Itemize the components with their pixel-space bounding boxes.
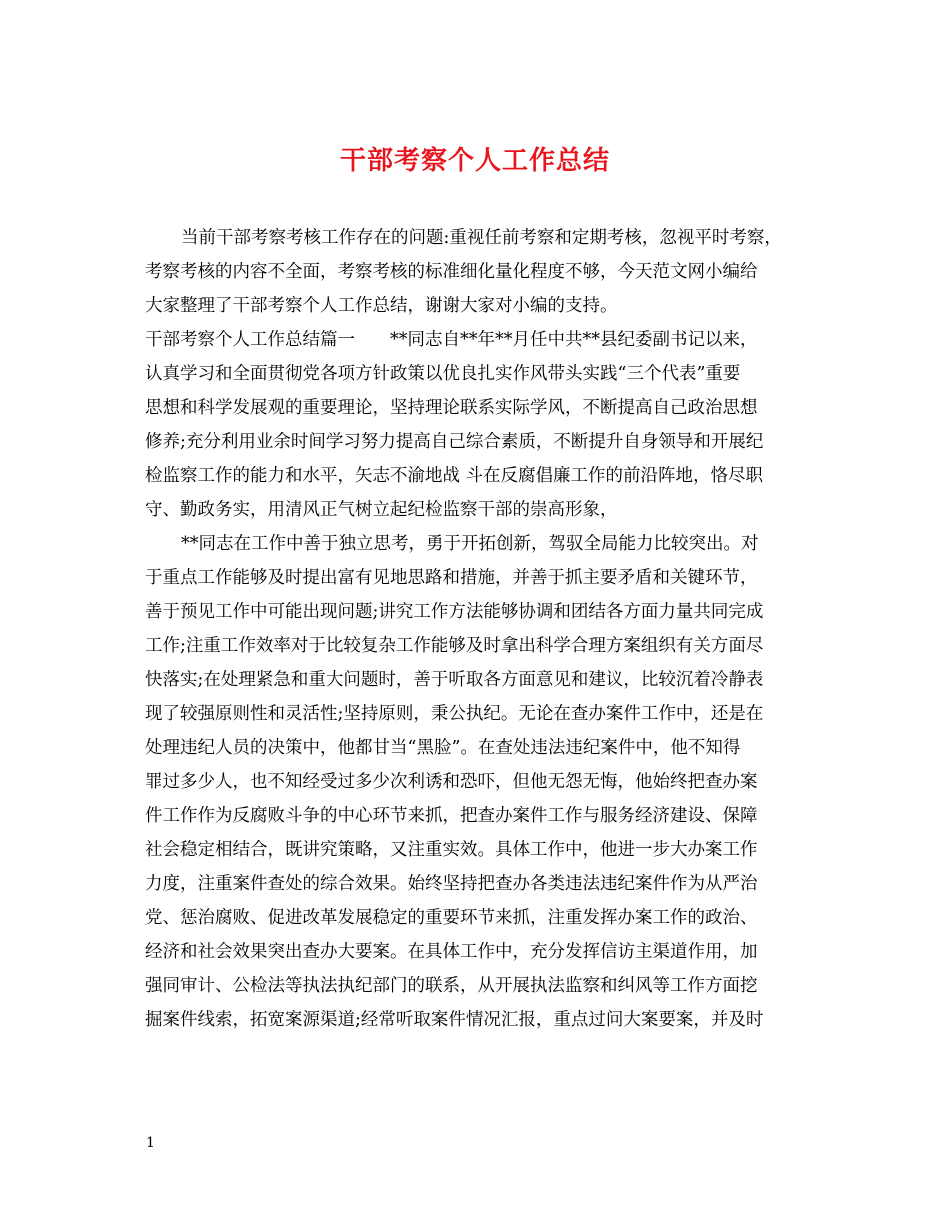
text-line: 善于预见工作中可能出现问题;讲究工作方法能够协调和团结各方面力量共同完成 — [145, 602, 764, 622]
text-line: 力度，注重案件查处的综合效果。始终坚持把查办各类违法违纪案件作为从严治 — [145, 874, 758, 894]
text-line: 思想和科学发展观的重要理论，坚持理论联系实际学风，不断提高自己政治思想 — [145, 398, 758, 418]
text-line: 快落实;在处理紧急和重大问题时，善于听取各方面意见和建议，比较沉着冷静表 — [145, 670, 764, 690]
text-line: 经济和社会效果突出查办大要案。在具体工作中，充分发挥信访主渠道作用，加 — [145, 942, 758, 962]
text-line: 认真学习和全面贯彻党各项方针政策以优良扎实作风带头实践“三个代表”重要 — [145, 364, 741, 384]
text-line: 守、勤政务实，用清风正气树立起纪检监察干部的崇高形象， — [145, 500, 618, 520]
text-line: 党、惩治腐败、促进改革发展稳定的重要环节来抓，注重发挥办案工作的政治、 — [145, 908, 758, 928]
text-line: 当前干部考察考核工作存在的问题:重视任前考察和定期考核，忽视平时考察， — [181, 228, 782, 248]
document-title: 干部考察个人工作总结 — [339, 146, 610, 176]
text-line: 考察考核的内容不全面，考察考核的标准细化量化程度不够，今天范文网小编给 — [145, 262, 758, 282]
text-line: **同志在工作中善于独立思考，勇于开拓创新，驾驭全局能力比较突出。对 — [181, 534, 759, 554]
text-line: 罪过多少人，也不知经受过多少次利诱和恐吓，但他无怨无悔，他始终把查办案 — [145, 772, 758, 792]
text-line: 处理违纪人员的决策中，他都甘当“黑脸”。在查处违法违纪案件中，他不知得 — [145, 738, 741, 758]
text-line: 于重点工作能够及时提出富有见地思路和措施，并善于抓主要矛盾和关键环节， — [145, 568, 758, 588]
text-line: 大家整理了干部考察个人工作总结，谢谢大家对小编的支持。 — [145, 296, 618, 316]
text-line: 干部考察个人工作总结篇一 **同志自**年**月任中共**县纪委副书记以来， — [145, 330, 758, 350]
text-line: 修养;充分利用业余时间学习努力提高自己综合素质，不断提升自身领导和开展纪 — [145, 432, 764, 452]
document-body — [145, 221, 810, 1037]
text-line: 件工作作为反腐败斗争的中心环节来抓，把查办案件工作与服务经济建设、保障 — [145, 806, 758, 826]
text-line: 现了较强原则性和灵活性;坚持原则，秉公执纪。无论在查办案件工作中，还是在 — [145, 704, 764, 724]
text-line: 检监察工作的能力和水平，矢志不渝地战 斗在反腐倡廉工作的前沿阵地，恪尽职 — [145, 466, 764, 486]
text-line: 强同审计、公检法等执法执纪部门的联系，从开展执法监察和纠风等工作方面挖 — [145, 976, 758, 996]
text-line: 掘案件线索，拓宽案源渠道;经常听取案件情况汇报，重点过问大案要案，并及时 — [145, 1010, 764, 1030]
page-number: 1 — [146, 1135, 155, 1151]
text-line: 社会稳定相结合，既讲究策略，又注重实效。具体工作中，他进一步大办案工作 — [145, 840, 758, 860]
text-line: 工作;注重工作效率对于比较复杂工作能够及时拿出科学合理方案组织有关方面尽 — [145, 636, 764, 656]
